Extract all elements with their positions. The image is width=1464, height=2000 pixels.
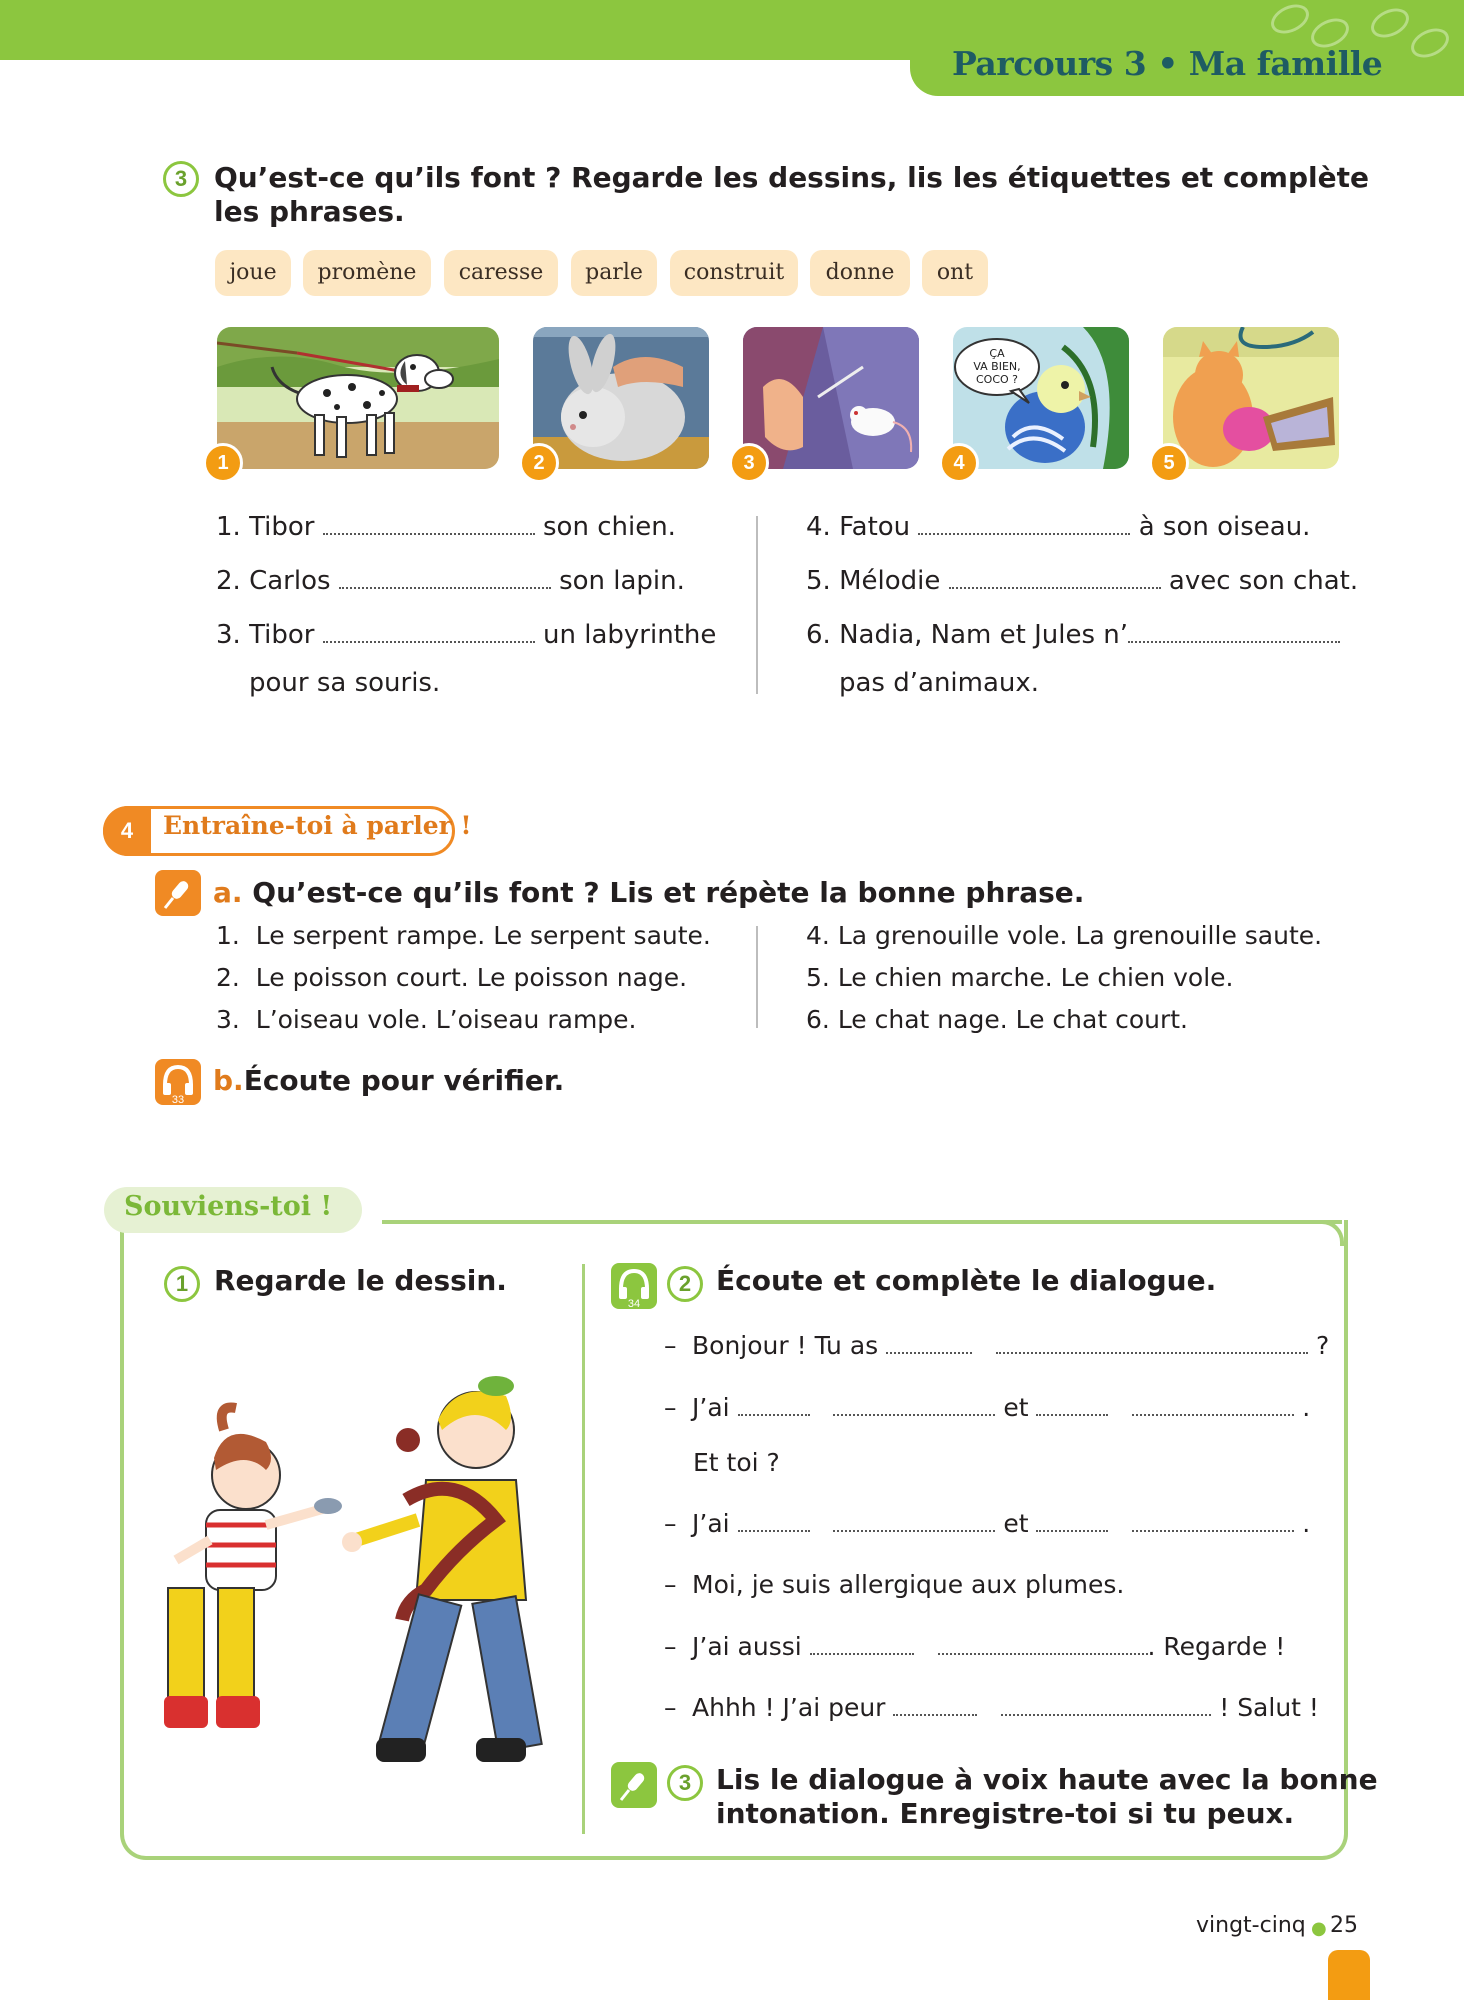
list-item-3-text: L’oiseau vole. L’oiseau rampe. xyxy=(255,1005,637,1034)
picture-dog-walk xyxy=(217,327,499,469)
sentence-2-num: 2. xyxy=(216,566,241,596)
list-item-2-num: 2. xyxy=(216,963,240,992)
bubble-line-3: COCO ? xyxy=(975,373,1019,386)
sentence-2-after: son lapin. xyxy=(559,566,685,596)
sentence-1-before: Tibor xyxy=(249,512,315,542)
blank[interactable] xyxy=(996,1332,1308,1354)
picture-number-4: 4 xyxy=(939,443,979,483)
dialogue-line-5 xyxy=(664,1570,1124,1599)
souviens-title: Souviens-toi ! xyxy=(124,1191,333,1222)
blank[interactable] xyxy=(738,1394,810,1416)
list-item-6-num: 6. xyxy=(806,1005,830,1034)
track-33: 33 xyxy=(171,1094,185,1105)
word-tag-construit: construit xyxy=(670,250,798,296)
microphone-icon xyxy=(155,870,201,916)
step-3-instruction-line2: intonation. Enregistre-toi si tu peux. xyxy=(716,1797,1295,1830)
sentence-4 xyxy=(806,512,1310,542)
dash: – xyxy=(664,1509,677,1538)
sentence-2 xyxy=(216,566,685,596)
list-item-6-text: Le chat nage. Le chat court. xyxy=(837,1005,1188,1034)
headphones-icon[interactable] xyxy=(611,1263,657,1309)
sentence-5-before: Mélodie xyxy=(839,566,941,596)
blank[interactable] xyxy=(1132,1394,1294,1416)
blank[interactable] xyxy=(1001,1694,1211,1716)
list-item-1-text: Le serpent rampe. Le serpent saute. xyxy=(255,921,711,950)
exercise-4b-instruction xyxy=(213,1064,564,1098)
blank[interactable] xyxy=(1036,1510,1108,1532)
step-2-instruction: Écoute et complète le dialogue. xyxy=(716,1264,1217,1297)
sentence-1-after: son chien. xyxy=(543,512,676,542)
list-item-5-num: 5. xyxy=(806,963,830,992)
page-number-word: vingt-cinq xyxy=(1196,1913,1306,1938)
step-1-instruction: Regarde le dessin. xyxy=(214,1264,507,1297)
blank[interactable] xyxy=(810,1633,914,1655)
picture-number-1: 1 xyxy=(203,443,243,483)
column-divider xyxy=(756,926,758,1028)
word-tag-joue: joue xyxy=(215,250,291,296)
picture-number-3: 3 xyxy=(729,443,769,483)
sentence-4-num: 4. xyxy=(806,512,831,542)
step-3-instruction-line1: Lis le dialogue à voix haute avec la bonne xyxy=(716,1763,1378,1796)
list-item-3-num: 3. xyxy=(216,1005,240,1034)
sentence-3-continuation: pour sa souris. xyxy=(249,668,441,698)
dialogue-line-7-text: Ahhh ! J’ai peur xyxy=(692,1693,886,1722)
sentence-6-before: Nadia, Nam et Jules n’ xyxy=(839,620,1128,650)
blank[interactable] xyxy=(1036,1394,1108,1416)
dash: – xyxy=(664,1693,677,1722)
picture-rabbit xyxy=(533,327,709,469)
part-a-text: Qu’est-ce qu’ils font ? Lis et répète la bonne phrase. xyxy=(252,876,1085,909)
blank[interactable] xyxy=(738,1510,810,1532)
sentence-1-blank[interactable] xyxy=(323,513,535,535)
dialogue-line-1-end: ? xyxy=(1315,1331,1330,1360)
sentence-3-before: Tibor xyxy=(249,620,315,650)
exercise-4a-instruction xyxy=(213,876,1084,910)
sentence-3 xyxy=(216,620,716,650)
dialogue-line-2-end: . xyxy=(1302,1393,1311,1422)
exercise-4-number: 4 xyxy=(103,806,151,856)
sentence-3-num: 3. xyxy=(216,620,241,650)
column-divider xyxy=(756,516,758,694)
dialogue-line-4-text: J’ai xyxy=(692,1509,730,1538)
dash: – xyxy=(664,1331,677,1360)
bubble-line-1: ÇA xyxy=(989,347,1005,360)
dialogue-line-5-text: Moi, je suis allergique aux plumes. xyxy=(692,1570,1125,1599)
part-b-text: Écoute pour vérifier. xyxy=(243,1064,565,1097)
list-item-4-text: La grenouille vole. La grenouille saute. xyxy=(837,921,1323,950)
microphone-icon xyxy=(611,1762,657,1808)
step-3-number: 3 xyxy=(667,1765,703,1801)
dialogue-line-7 xyxy=(664,1693,1319,1722)
blank[interactable] xyxy=(886,1332,972,1354)
dialogue-line-6-text: J’ai aussi xyxy=(692,1632,802,1661)
dialogue-line-4 xyxy=(664,1509,1310,1538)
part-a-letter: a. xyxy=(213,876,243,909)
track-34: 34 xyxy=(627,1298,641,1309)
sentence-3-after: un labyrinthe xyxy=(543,620,717,650)
picture-cat xyxy=(1163,327,1339,469)
exercise-3-instruction-line2: les phrases. xyxy=(214,195,405,228)
sentence-6-blank[interactable] xyxy=(1128,621,1340,643)
sentence-6 xyxy=(806,620,1340,650)
picture-budgie xyxy=(953,327,1129,469)
sentence-1-num: 1. xyxy=(216,512,241,542)
exercise-4-label: Entraîne-toi à parler ! xyxy=(163,811,472,840)
sentence-6-num: 6. xyxy=(806,620,831,650)
blank[interactable] xyxy=(1132,1510,1294,1532)
list-item-5-text: Le chien marche. Le chien vole. xyxy=(837,963,1234,992)
dialogue-line-6 xyxy=(664,1632,1285,1661)
dialogue-line-2-text: J’ai xyxy=(692,1393,730,1422)
dialogue-line-2 xyxy=(664,1393,1310,1422)
list-item-1-num: 1. xyxy=(216,921,240,950)
list-item-4-num: 4. xyxy=(806,921,830,950)
sentence-5-blank[interactable] xyxy=(949,567,1161,589)
page-title: Parcours 3 • Ma famille xyxy=(952,44,1383,83)
list-item-1 xyxy=(216,921,711,950)
sentence-4-after: à son oiseau. xyxy=(1138,512,1311,542)
dialogue-line-6-end: . Regarde ! xyxy=(1147,1632,1286,1661)
sentence-5 xyxy=(806,566,1358,596)
dialogue-line-4-end: . xyxy=(1302,1509,1311,1538)
sentence-4-blank[interactable] xyxy=(918,513,1130,535)
dialogue-line-4-et: et xyxy=(1003,1509,1029,1538)
sentence-5-after: avec son chat. xyxy=(1168,566,1359,596)
sentence-2-blank[interactable] xyxy=(339,567,551,589)
footer-bullet: ● xyxy=(1311,1918,1327,1939)
dash: – xyxy=(664,1393,677,1422)
picture-number-5: 5 xyxy=(1149,443,1189,483)
dash: – xyxy=(664,1632,677,1661)
bubble-line-2: VA BIEN, xyxy=(973,360,1021,373)
part-b-letter: b. xyxy=(213,1064,244,1097)
list-item-3 xyxy=(216,1005,637,1034)
dialogue-line-1 xyxy=(664,1331,1329,1360)
blank[interactable] xyxy=(938,1633,1148,1655)
word-tag-caresse: caresse xyxy=(444,250,558,296)
page-number: 25 xyxy=(1330,1913,1358,1938)
sentence-6-continuation: pas d’animaux. xyxy=(839,668,1040,698)
footer-tab xyxy=(1328,1950,1370,2000)
dialogue-line-2-et: et xyxy=(1003,1393,1029,1422)
word-tag-ont: ont xyxy=(922,250,988,296)
exercise-3-number: 3 xyxy=(163,161,199,197)
blank[interactable] xyxy=(893,1694,977,1716)
sentence-2-before: Carlos xyxy=(249,566,331,596)
sentence-4-before: Fatou xyxy=(839,512,911,542)
dash: – xyxy=(664,1570,677,1599)
sentence-3-blank[interactable] xyxy=(323,621,535,643)
sentence-5-num: 5. xyxy=(806,566,831,596)
list-item-5 xyxy=(806,963,1234,992)
exercise-3-instruction-line1: Qu’est-ce qu’ils font ? Regarde les dessins, lis les étiquettes et complète xyxy=(214,161,1369,194)
illustration-girl-boy-snake xyxy=(156,1360,546,1790)
headphones-icon[interactable] xyxy=(155,1059,201,1105)
word-tag-parle: parle xyxy=(571,250,657,296)
dialogue-line-3: Et toi ? xyxy=(693,1448,780,1477)
picture-number-2: 2 xyxy=(519,443,559,483)
dialogue-line-7-end: ! Salut ! xyxy=(1219,1693,1319,1722)
list-item-2 xyxy=(216,963,687,992)
word-tag-promene: promène xyxy=(303,250,431,296)
blank[interactable] xyxy=(833,1394,995,1416)
step-1-number: 1 xyxy=(164,1266,200,1302)
list-item-4 xyxy=(806,921,1322,950)
step-2-number: 2 xyxy=(667,1266,703,1302)
sentence-1 xyxy=(216,512,676,542)
blank[interactable] xyxy=(833,1510,995,1532)
picture-mouse-labyrinth xyxy=(743,327,919,469)
word-tag-donne: donne xyxy=(810,250,910,296)
dialogue-line-1-text: Bonjour ! Tu as xyxy=(692,1331,879,1360)
list-item-6 xyxy=(806,1005,1188,1034)
souviens-divider xyxy=(582,1264,585,1834)
list-item-2-text: Le poisson court. Le poisson nage. xyxy=(255,963,688,992)
